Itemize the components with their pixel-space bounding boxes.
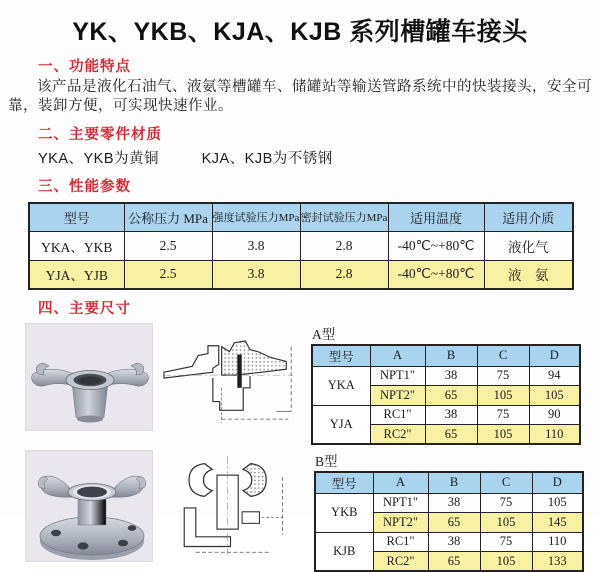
column-header: 型号 <box>29 203 124 231</box>
cell: -40℃~+80℃ <box>388 231 484 260</box>
type-a-drawing-image <box>161 333 298 427</box>
cell: RC1" <box>370 405 425 425</box>
section-heading-features: 一、功能特点 <box>38 59 131 75</box>
dimension-block-b <box>314 450 584 572</box>
cell: 65 <box>428 552 480 572</box>
camlock-coupling-image <box>26 324 154 432</box>
section-heading-dimensions: 四、主要尺寸 <box>38 301 131 317</box>
column-header: B <box>425 345 477 366</box>
cell: 90 <box>529 405 580 425</box>
dimension-table-a <box>311 344 581 445</box>
cell: 75 <box>480 493 532 513</box>
materials-line <box>38 147 600 168</box>
cell: 液化气 <box>484 231 573 260</box>
cell: NPT2" <box>370 386 425 406</box>
cell: 75 <box>477 405 529 425</box>
type-b-drawing-image <box>161 452 301 560</box>
material-item-brass: YKA、YKB为黄铜 <box>38 151 160 167</box>
dimension-row-b <box>25 450 600 572</box>
cell: 75 <box>480 532 532 552</box>
cell: 110 <box>529 425 580 445</box>
cell: NPT1" <box>370 366 425 386</box>
column-header: B <box>428 472 480 493</box>
cell: 3.8 <box>212 260 300 289</box>
cell: 2.8 <box>300 231 388 260</box>
dimension-table-b <box>314 471 584 572</box>
cell: 65 <box>428 513 480 533</box>
column-header: A <box>370 345 425 366</box>
features-paragraph: 该产品是液化石油气、液氨等槽罐车、储罐站等输送管路系统中的快装接头，安全可靠，装卸方便，可实现快速作业。 <box>8 79 592 114</box>
cell: 液 氨 <box>484 260 573 289</box>
table-a-label: A型 <box>312 327 336 342</box>
table-row <box>315 532 583 552</box>
performance-header-row <box>29 203 573 231</box>
cell: 38 <box>428 493 480 513</box>
cell: 105 <box>480 513 532 533</box>
column-header: 强度试验压力MPa <box>212 203 300 231</box>
column-header: 适用温度 <box>388 203 484 231</box>
cell: 94 <box>529 366 580 386</box>
cell: 75 <box>477 366 529 386</box>
cell: RC2" <box>373 552 428 572</box>
column-header: C <box>477 345 529 366</box>
cell: YJA、YJB <box>29 260 124 289</box>
cell: 105 <box>532 493 583 513</box>
cell: 2.5 <box>124 260 212 289</box>
type-a-cross-section-drawing <box>161 333 298 427</box>
table-row <box>29 260 573 289</box>
column-header: A <box>373 472 428 493</box>
cell: RC1" <box>373 532 428 552</box>
type-b-cross-section-drawing <box>161 452 301 560</box>
table-row <box>315 493 583 513</box>
cell: 2.8 <box>300 260 388 289</box>
cell: RC2" <box>370 425 425 445</box>
table-row <box>312 405 580 425</box>
cell: 105 <box>529 386 580 406</box>
column-header: 型号 <box>312 345 370 366</box>
flanged-coupling-image <box>26 451 154 563</box>
cell: -40℃~+80℃ <box>388 260 484 289</box>
cell: 65 <box>425 425 477 445</box>
dimension-header-row <box>315 472 583 493</box>
material-item-stainless: KJA、KJB为不锈钢 <box>201 151 333 167</box>
cell: KJB <box>315 532 373 571</box>
cell: 110 <box>532 532 583 552</box>
cell: 105 <box>477 425 529 445</box>
table-b-label: B型 <box>315 454 338 469</box>
column-header: 公称压力 MPa <box>124 203 212 231</box>
cell: NPT2" <box>373 513 428 533</box>
column-header: 型号 <box>315 472 373 493</box>
cell: 38 <box>425 366 477 386</box>
cell: 145 <box>532 513 583 533</box>
page-title: YK、YKB、KJA、KJB 系列槽罐车接头 <box>72 18 528 46</box>
cell: 133 <box>532 552 583 572</box>
camlock-coupling-photo <box>25 323 153 431</box>
section-heading-materials: 二、主要零件材质 <box>38 127 162 143</box>
cell: 3.8 <box>212 231 300 260</box>
performance-table <box>28 202 574 290</box>
cell: 65 <box>425 386 477 406</box>
dimension-header-row <box>312 345 580 366</box>
cell: 105 <box>477 386 529 406</box>
flanged-coupling-photo <box>25 450 153 562</box>
cell: YKB <box>315 493 373 532</box>
cell: YKA、YKB <box>29 231 124 260</box>
column-header: C <box>480 472 532 493</box>
section-heading-performance: 三、性能参数 <box>38 179 131 195</box>
dimension-row-a <box>25 323 600 445</box>
table-row <box>312 366 580 386</box>
cell: 38 <box>425 405 477 425</box>
cell: 2.5 <box>124 231 212 260</box>
table-row <box>29 231 573 260</box>
cell: 105 <box>480 552 532 572</box>
column-header: 密封试验压力MPa <box>300 203 388 231</box>
cell: YJA <box>312 405 370 444</box>
column-header: 适用介质 <box>484 203 573 231</box>
column-header: D <box>529 345 580 366</box>
cell: YKA <box>312 366 370 405</box>
column-header: D <box>532 472 583 493</box>
cell: 38 <box>428 532 480 552</box>
dimension-block-a <box>311 323 581 445</box>
cell: NPT1" <box>373 493 428 513</box>
